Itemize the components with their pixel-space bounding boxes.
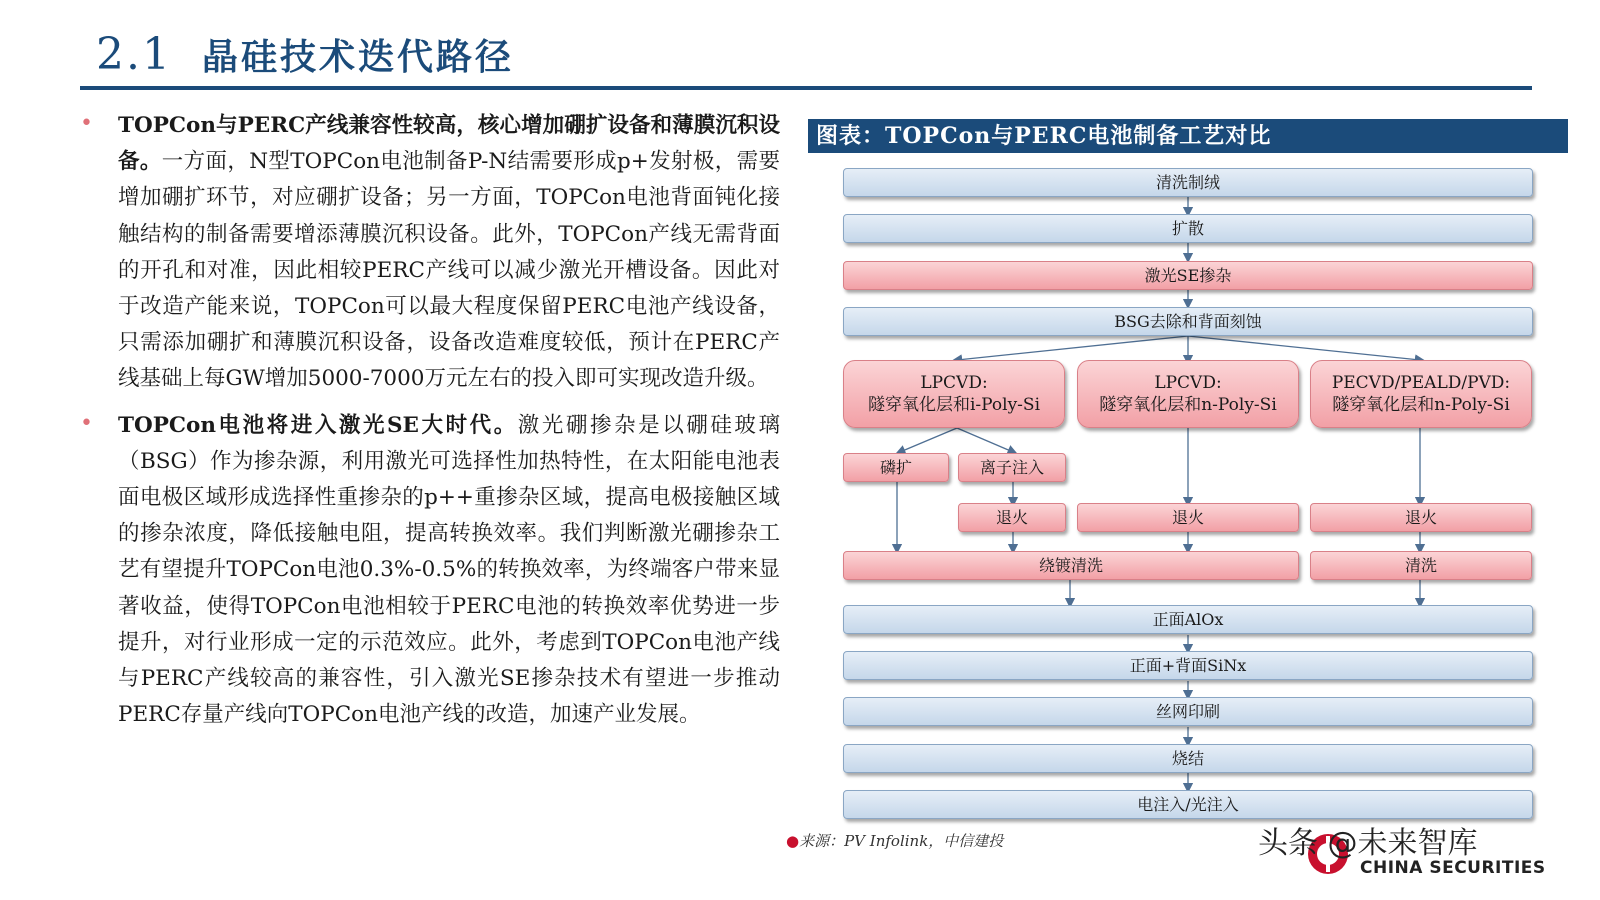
watermark: 头条 @未来智库: [1258, 826, 1478, 861]
step-sinx: 正面+背面SiNx: [843, 651, 1533, 680]
step-phosphorus-diffusion: 磷扩: [843, 453, 949, 482]
step-cleaning-texturing: 清洗制绒: [843, 168, 1533, 197]
chart-title: 图表：TOPCon与PERC电池制备工艺对比: [808, 119, 1568, 153]
bullet-lead: TOPCon与PERC产线兼容性较高，核心增加硼扩设备和薄膜沉积设备。: [118, 113, 780, 175]
bullet-paragraph-1: [80, 108, 780, 398]
step-anneal-1: 退火: [958, 503, 1066, 532]
step-sintering: 烧结: [843, 744, 1533, 773]
text-column: [80, 108, 780, 743]
step-laser-se-doping: 激光SE掺杂: [843, 261, 1533, 290]
bullet-dot-icon: •: [80, 410, 93, 436]
step-ion-implantation: 离子注入: [958, 453, 1066, 482]
step-current-light-injection: 电注入/光注入: [843, 790, 1533, 819]
route-method: LPCVD:: [920, 373, 988, 393]
step-screen-printing: 丝网印刷: [843, 697, 1533, 726]
source-note: [786, 830, 1003, 851]
step-diffusion: 扩散: [843, 214, 1533, 243]
bullet-paragraph-2: [80, 408, 780, 734]
route-detail: 隧穿氧化层和n-Poly-Si: [1332, 395, 1510, 415]
bullet-body: 一方面，N型TOPCon电池制备P-N结需要形成p+发射极，需要增加硼扩环节，对应硼扩设备；另一方面，TOPCon电池背面钝化接触结构的制备需要增添薄膜沉积设备。此外，TOPCon产线无需背面的开孔和对准，因此相较PERC产线可以减少激光开槽设备。因此对于改造产能来说，TOPCon可以最大程度保留PERC电池产线设备，只需添加硼扩和薄膜沉积设备，设备改造难度较低，预计在PERC产线基础上每GW增加5000-7000万元左右的投入即可实现改造升级。: [118, 149, 780, 392]
brand-name: CHINA SECURITIES: [1360, 858, 1546, 878]
bullet-lead: TOPCon电池将进入激光SE大时代。: [118, 412, 518, 438]
step-anneal-2: 退火: [1077, 503, 1299, 532]
step-anneal-3: 退火: [1310, 503, 1532, 532]
route-method: PECVD/PEALD/PVD:: [1331, 373, 1511, 393]
step-wrap-plating-clean: 绕镀清洗: [843, 551, 1299, 580]
section-number: 2.1: [96, 28, 172, 80]
route-pecvd-n-poly: [1310, 360, 1532, 428]
bullet-body: 激光硼掺杂是以硼硅玻璃（BSG）作为掺杂源，利用激光可选择性加热特性，在太阳能电池表面电极区域形成选择性重掺杂的p++重掺杂区域，提高电极接触区域的掺杂浓度，降低接触电阻，提高转换效率。我们判断激光硼掺杂工艺有望提升TOPCon电池0.3%-0.5%的转换效率，为终端客户带来显著收益，使得TOPCon电池相较于PERC电池的转换效率优势进一步提升，对行业形成一定的示范效应。此外，考虑到TOPCon电池产线与PERC产线较高的兼容性，引入激光SE掺杂技术有望进一步推动PERC存量产线向TOPCon电池产线的改造，加速产业发展。: [118, 412, 780, 728]
route-lpcvd-i-poly: [843, 360, 1065, 428]
source-text: 来源：PV Infolink，中信建投: [799, 832, 1004, 850]
route-detail: 隧穿氧化层和n-Poly-Si: [1099, 395, 1277, 415]
title-divider: [80, 86, 1532, 90]
section-title: 晶硅技术迭代路径: [201, 35, 514, 78]
step-bsg-removal: BSG去除和背面刻蚀: [843, 307, 1533, 336]
route-lpcvd-n-poly: [1077, 360, 1299, 428]
route-method: LPCVD:: [1154, 373, 1222, 393]
step-cleaning: 清洗: [1310, 551, 1532, 580]
step-front-alox: 正面AlOx: [843, 605, 1533, 634]
page-title: [96, 26, 514, 82]
bullet-dot-icon: •: [80, 111, 93, 136]
route-detail: 隧穿氧化层和i-Poly-Si: [867, 395, 1041, 415]
source-dot-icon: ●: [786, 832, 800, 850]
